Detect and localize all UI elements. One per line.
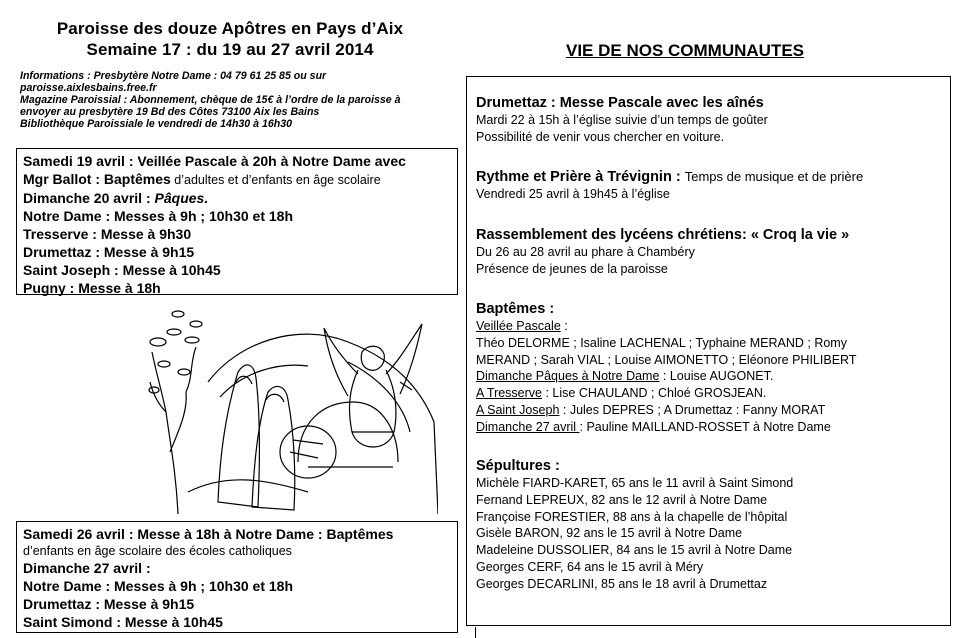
bapteme-line: Théo DELORME ; Isaline LACHENAL ; Typhaine MERAND ; Romy <box>476 335 847 350</box>
bapteme-line <box>476 318 946 335</box>
section-line: Du 26 au 28 avril au phare à Chambéry <box>476 245 695 259</box>
schedule-line: Notre Dame : Messes à 9h ; 10h30 et 18h <box>23 578 294 594</box>
section-title: Drumettaz : Messe Pascale avec les aînés <box>476 95 764 111</box>
bapteme-text: : <box>560 319 568 333</box>
bapteme-line <box>476 419 946 436</box>
schedule-line <box>23 189 451 207</box>
easter-tomb-illustration <box>148 302 438 514</box>
info-line: envoyer au presbytère 19 Bd des Côtes 73100 Aix les Bains <box>20 106 320 118</box>
sepulture-line: Georges DECARLINI, 85 ans le 18 avril à Drumettaz <box>476 576 768 591</box>
section-line: Vendredi 25 avril à 19h45 à l’église <box>476 187 670 201</box>
bapteme-line <box>476 368 946 385</box>
section-title: Rassemblement des lycéens chrétiens: « Croq la vie » <box>476 227 850 243</box>
schedule-week-26-box <box>16 521 458 633</box>
section-title: Sépultures : <box>476 458 560 474</box>
schedule-line: Notre Dame : Messes à 9h ; 10h30 et 18h <box>23 208 294 224</box>
week-range: Semaine 17 : du 19 au 27 avril 2014 <box>86 40 374 59</box>
section-title-plain: Temps de musique et de prière <box>684 169 864 184</box>
schedule-line: Tresserve : Messe à 9h30 <box>23 226 192 242</box>
section-title-bold: Rythme et Prière à Trévignin : <box>476 169 685 185</box>
bapteme-text: : Jules DEPRES ; A Drumettaz : Fanny MORAT <box>559 402 826 417</box>
bapteme-label: Dimanche 27 avril <box>476 419 580 434</box>
schedule-italic-part: Pâques. <box>154 190 209 206</box>
schedule-line <box>23 170 451 189</box>
section-baptemes <box>476 300 946 436</box>
info-website[interactable]: paroisse.aixlesbains.free.fr <box>20 82 157 94</box>
section-title <box>476 168 946 186</box>
sepulture-line: Michèle FIARD-KARET, 65 ans le 11 avril à Saint Simond <box>476 476 794 490</box>
schedule-line: Drumettaz : Messe à 9h15 <box>23 244 195 260</box>
sepulture-line: Georges CERF, 64 ans le 15 avril à Méry <box>476 559 704 574</box>
section-rythme-priere <box>476 168 946 203</box>
communities-box <box>466 76 951 626</box>
section-lyceens <box>476 226 946 278</box>
bapteme-text: : Lise CHAULAND ; Chloé GROSJEAN. <box>542 386 767 401</box>
section-line: Présence de jeunes de la paroisse <box>476 261 668 276</box>
section-line: Possibilité de venir vous chercher en voiture. <box>476 129 725 144</box>
sepulture-line: Françoise FORESTIER, 88 ans à la chapelle de l’hôpital <box>476 509 788 524</box>
section-title: Baptêmes : <box>476 301 555 317</box>
parish-title-block <box>10 18 450 60</box>
section-line: Mardi 22 à 15h à l’église suivie d’un temps de goûter <box>476 113 768 127</box>
communities-heading: VIE DE NOS COMMUNAUTES <box>566 41 805 60</box>
schedule-plain-part: d’adultes et d’enfants en âge scolaire <box>170 173 381 187</box>
info-line: Magazine Paroissial : Abonnement, chèque de 15€ à l’ordre de la paroisse à <box>20 94 401 106</box>
schedule-line: Saint Simond : Messe à 10h45 <box>23 614 223 630</box>
schedule-line: Samedi 19 avril : Veillée Pascale à 20h à Notre Dame avec <box>23 153 406 169</box>
sepulture-line: Madeleine DUSSOLIER, 84 ans le 15 avril à Notre Dame <box>476 543 793 558</box>
sepulture-line: Gisèle BARON, 92 ans le 15 avril à Notre Dame <box>476 526 743 541</box>
bapteme-text: : Pauline MAILLAND-ROSSET à Notre Dame <box>579 419 831 434</box>
bapteme-line <box>476 385 946 402</box>
bapteme-label: A Saint Joseph <box>476 402 560 417</box>
schedule-bold-part: Dimanche 20 avril : <box>23 190 155 206</box>
schedule-week-19-box <box>16 148 458 295</box>
info-block <box>20 70 440 130</box>
schedule-line: d’enfants en âge scolaire des écoles catholiques <box>23 544 292 558</box>
schedule-bold-part: Mgr Ballot : Baptêmes <box>23 171 171 187</box>
bapteme-line: MERAND ; Sarah VIAL ; Louise AIMONETTO ; Eléonore PHILIBERT <box>476 352 857 367</box>
sepulture-line: Fernand LEPREUX, 82 ans le 12 avril à Notre Dame <box>476 492 768 507</box>
bapteme-label: Dimanche Pâques à Notre Dame <box>476 369 660 384</box>
schedule-line: Samedi 26 avril : Messe à 18h à Notre Dame : Baptêmes <box>23 526 394 542</box>
section-sepultures <box>476 457 946 593</box>
bapteme-label: Veillée Pascale <box>476 319 561 333</box>
info-line: Bibliothèque Paroissiale le vendredi de 14h30 à 16h30 <box>20 118 293 130</box>
schedule-line: Pugny : Messe à 18h <box>23 280 161 296</box>
info-line: Informations : Presbytère Notre Dame : 04 79 61 25 85 ou sur <box>20 70 327 82</box>
bapteme-text: : Louise AUGONET. <box>659 369 774 384</box>
schedule-line: Drumettaz : Messe à 9h15 <box>23 596 195 612</box>
bapteme-line <box>476 402 946 419</box>
divider-mark <box>475 627 476 638</box>
bapteme-label: A Tresserve <box>476 386 542 401</box>
schedule-line: Saint Joseph : Messe à 10h45 <box>23 262 221 278</box>
schedule-line: Dimanche 27 avril : <box>23 560 151 576</box>
section-drumettaz <box>476 94 946 146</box>
parish-name: Paroisse des douze Apôtres en Pays d’Aix <box>56 19 404 38</box>
